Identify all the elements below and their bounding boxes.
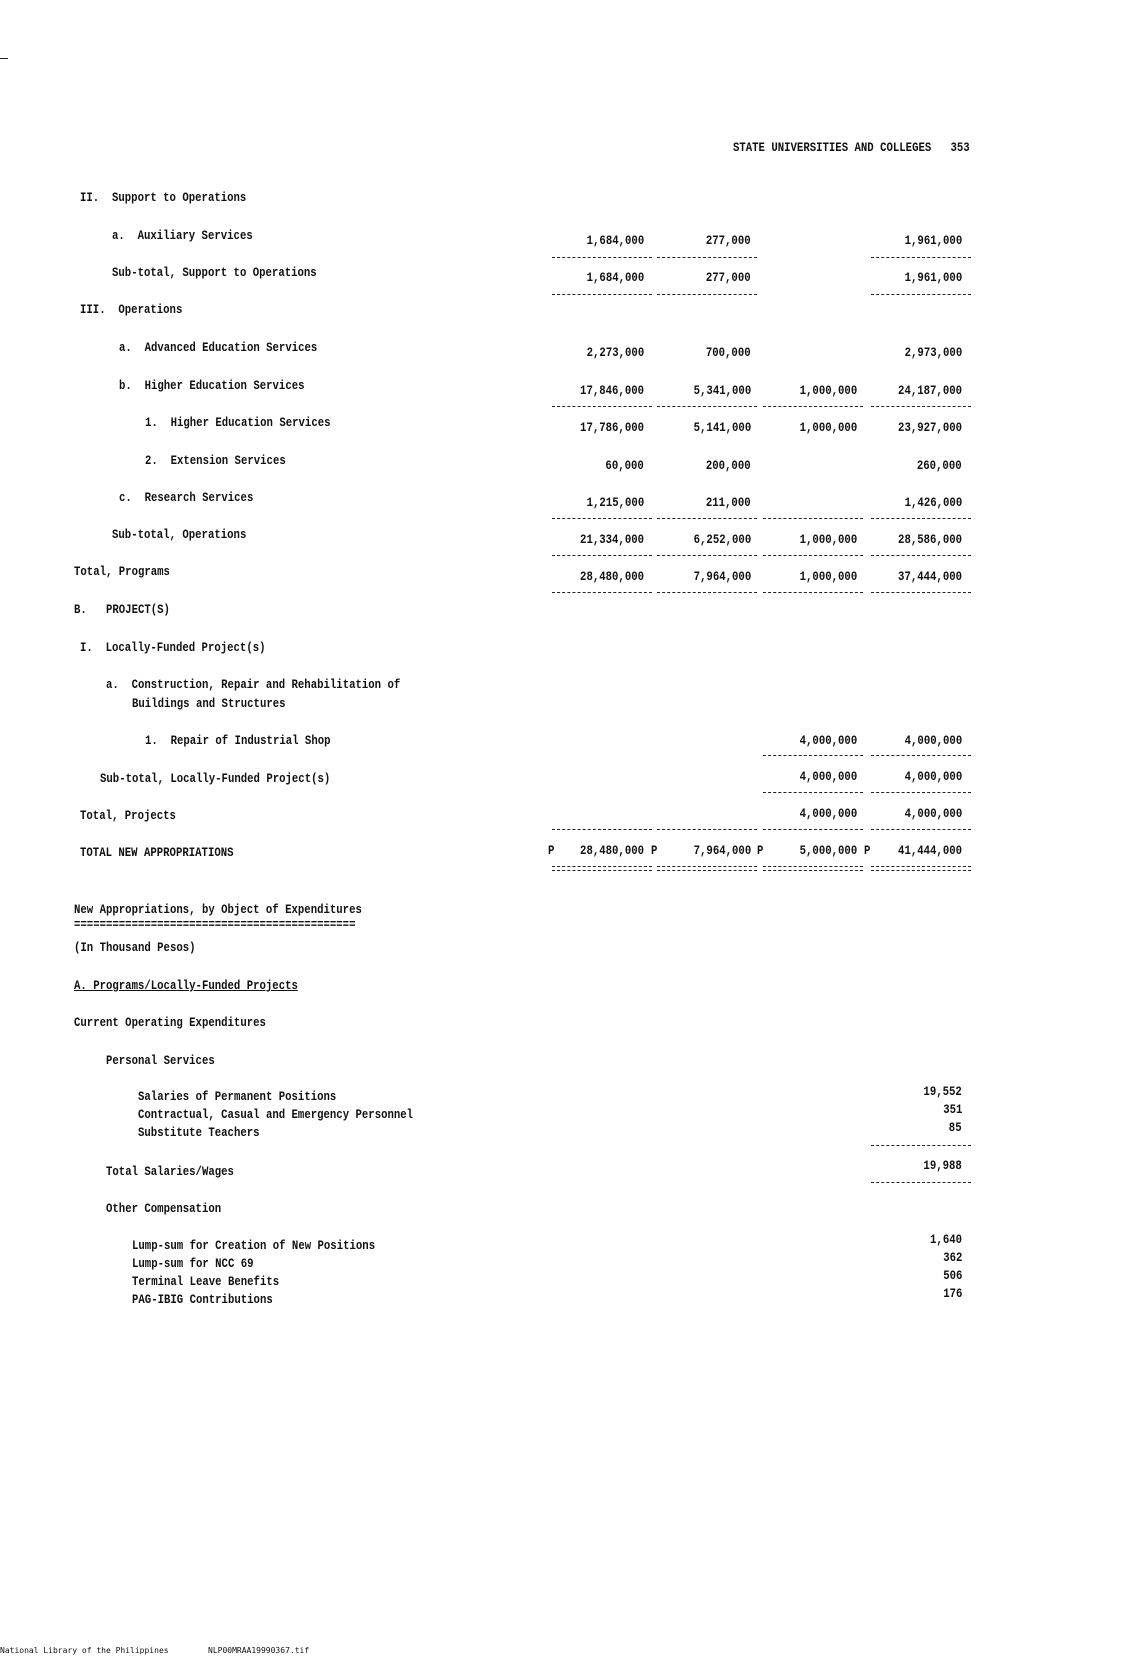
page-number: 353: [950, 140, 970, 155]
compensation-item: PAG-IBIG Contributions: [132, 1292, 273, 1307]
rule: [763, 518, 863, 519]
rule: [552, 294, 652, 295]
support-heading: II. Support to Operations: [80, 190, 247, 205]
rule: [657, 518, 757, 519]
compensation-value: 1,640: [930, 1232, 962, 1247]
total-programs-label: Total, Programs: [74, 564, 170, 579]
support-subtotal-label: Sub-total, Support to Operations: [112, 265, 317, 280]
salary-item: Substitute Teachers: [138, 1125, 260, 1140]
total-programs-c4: 37,444,000: [898, 569, 962, 584]
total-new-c2: 7,964,000: [693, 843, 751, 858]
advanced-c1: 2,273,000: [586, 345, 644, 360]
auxiliary-c1: 1,684,000: [586, 233, 644, 248]
support-subtotal-c1: 1,684,000: [586, 270, 644, 285]
compensation-value: 176: [942, 1286, 962, 1301]
support-subtotal-c2: 277,000: [706, 270, 751, 285]
rule: [871, 555, 971, 556]
research-c1: 1,215,000: [586, 495, 644, 510]
rule: [657, 829, 757, 830]
construction-label-1: a. Construction, Repair and Rehabilitation of: [106, 677, 401, 692]
higher-sub-label: 1. Higher Education Services: [145, 415, 331, 430]
projects-heading: B. PROJECT(S): [74, 602, 170, 617]
double-rule: [871, 866, 971, 871]
higher-c4: 24,187,000: [898, 383, 962, 398]
rule: [871, 592, 971, 593]
salary-value: 19,552: [923, 1084, 962, 1099]
peso-sign: P: [864, 843, 871, 858]
object-title: New Appropriations, by Object of Expenditures: [74, 902, 362, 917]
rule: [657, 294, 757, 295]
double-rule: [657, 866, 757, 871]
peso-sign: P: [757, 843, 764, 858]
rule: [552, 829, 652, 830]
personal-services: Personal Services: [106, 1053, 215, 1068]
compensation-value: 362: [942, 1250, 962, 1265]
extension-c2: 200,000: [706, 458, 751, 473]
footer-library: National Library of the Philippines: [0, 1646, 169, 1655]
rule: [763, 592, 863, 593]
rule: [763, 406, 863, 407]
compensation-item: Lump-sum for Creation of New Positions: [132, 1238, 376, 1253]
compensation-item: Lump-sum for NCC 69: [132, 1256, 254, 1271]
salary-value: 351: [942, 1102, 962, 1117]
projects-subtotal-label: Sub-total, Locally-Funded Project(s): [100, 771, 331, 786]
rule: [871, 257, 971, 258]
compensation-item: Terminal Leave Benefits: [132, 1274, 280, 1289]
rule: [763, 555, 863, 556]
compensation-value: 506: [942, 1268, 962, 1283]
section-title: STATE UNIVERSITIES AND COLLEGES: [733, 140, 932, 155]
total-salaries-label: Total Salaries/Wages: [106, 1164, 234, 1179]
salary-item: Salaries of Permanent Positions: [138, 1089, 337, 1104]
rule: [871, 1182, 971, 1183]
research-c2: 211,000: [706, 495, 751, 510]
salary-item: Contractual, Casual and Emergency Personnel: [138, 1107, 414, 1122]
operations-subtotal-c4: 28,586,000: [898, 532, 962, 547]
total-new-label: TOTAL NEW APPROPRIATIONS: [80, 845, 234, 860]
projects-total-label: Total, Projects: [80, 808, 176, 823]
higher-c2: 5,341,000: [693, 383, 751, 398]
double-rule: [552, 866, 652, 871]
higher-sub-c4: 23,927,000: [898, 420, 962, 435]
rule: [552, 555, 652, 556]
higher-label: b. Higher Education Services: [119, 378, 305, 393]
locally-funded-heading: I. Locally-Funded Project(s): [80, 640, 266, 655]
extension-c1: 60,000: [605, 458, 644, 473]
operations-heading: III. Operations: [80, 302, 183, 317]
scan-mark: [0, 58, 8, 59]
construction-label-2: Buildings and Structures: [132, 696, 286, 711]
total-new-c4: 41,444,000: [898, 843, 962, 858]
rule: [871, 1145, 971, 1146]
higher-c3: 1,000,000: [799, 383, 857, 398]
auxiliary-label: a. Auxiliary Services: [112, 228, 253, 243]
rule: [552, 592, 652, 593]
programs-subtitle: A. Programs/Locally-Funded Projects: [74, 978, 298, 993]
footer-file: NLP00MRAA19990367.tif: [208, 1646, 310, 1655]
double-rule: [763, 866, 863, 871]
rule: [763, 755, 863, 756]
higher-sub-c1: 17,786,000: [580, 420, 644, 435]
research-label: c. Research Services: [119, 490, 254, 505]
repair-c4: 4,000,000: [904, 733, 962, 748]
support-subtotal-c4: 1,961,000: [904, 270, 962, 285]
rule: [657, 406, 757, 407]
rule: [871, 406, 971, 407]
extension-label: 2. Extension Services: [145, 453, 286, 468]
rule: [552, 257, 652, 258]
advanced-c2: 700,000: [706, 345, 751, 360]
object-title-underline: ============================================: [74, 917, 356, 932]
rule: [871, 829, 971, 830]
current-expenditures: Current Operating Expenditures: [74, 1015, 266, 1030]
total-new-c3: 5,000,000: [799, 843, 857, 858]
peso-sign: P: [651, 843, 658, 858]
peso-sign: P: [548, 843, 555, 858]
advanced-c4: 2,973,000: [904, 345, 962, 360]
other-compensation: Other Compensation: [106, 1201, 222, 1216]
rule: [552, 518, 652, 519]
higher-sub-c3: 1,000,000: [799, 420, 857, 435]
repair-label: 1. Repair of Industrial Shop: [145, 733, 331, 748]
unit-note: (In Thousand Pesos): [74, 940, 196, 955]
auxiliary-c2: 277,000: [706, 233, 751, 248]
advanced-label: a. Advanced Education Services: [119, 340, 318, 355]
total-programs-c1: 28,480,000: [580, 569, 644, 584]
total-salaries-value: 19,988: [923, 1158, 962, 1173]
rule: [871, 294, 971, 295]
rule: [871, 755, 971, 756]
higher-c1: 17,846,000: [580, 383, 644, 398]
rule: [871, 792, 971, 793]
operations-subtotal-label: Sub-total, Operations: [112, 527, 247, 542]
operations-subtotal-c2: 6,252,000: [693, 532, 751, 547]
projects-subtotal-c3: 4,000,000: [799, 769, 857, 784]
projects-total-c4: 4,000,000: [904, 806, 962, 821]
extension-c4: 260,000: [917, 458, 962, 473]
research-c4: 1,426,000: [904, 495, 962, 510]
projects-subtotal-c4: 4,000,000: [904, 769, 962, 784]
total-programs-c3: 1,000,000: [799, 569, 857, 584]
repair-c3: 4,000,000: [799, 733, 857, 748]
projects-total-c3: 4,000,000: [799, 806, 857, 821]
rule: [763, 829, 863, 830]
operations-subtotal-c3: 1,000,000: [799, 532, 857, 547]
rule: [871, 518, 971, 519]
auxiliary-c4: 1,961,000: [904, 233, 962, 248]
total-new-c1: 28,480,000: [580, 843, 644, 858]
rule: [552, 406, 652, 407]
rule: [763, 792, 863, 793]
page-header: [733, 140, 970, 155]
rule: [657, 555, 757, 556]
higher-sub-c2: 5,141,000: [693, 420, 751, 435]
rule: [657, 257, 757, 258]
rule: [657, 592, 757, 593]
operations-subtotal-c1: 21,334,000: [580, 532, 644, 547]
salary-value: 85: [949, 1120, 962, 1135]
total-programs-c2: 7,964,000: [693, 569, 751, 584]
